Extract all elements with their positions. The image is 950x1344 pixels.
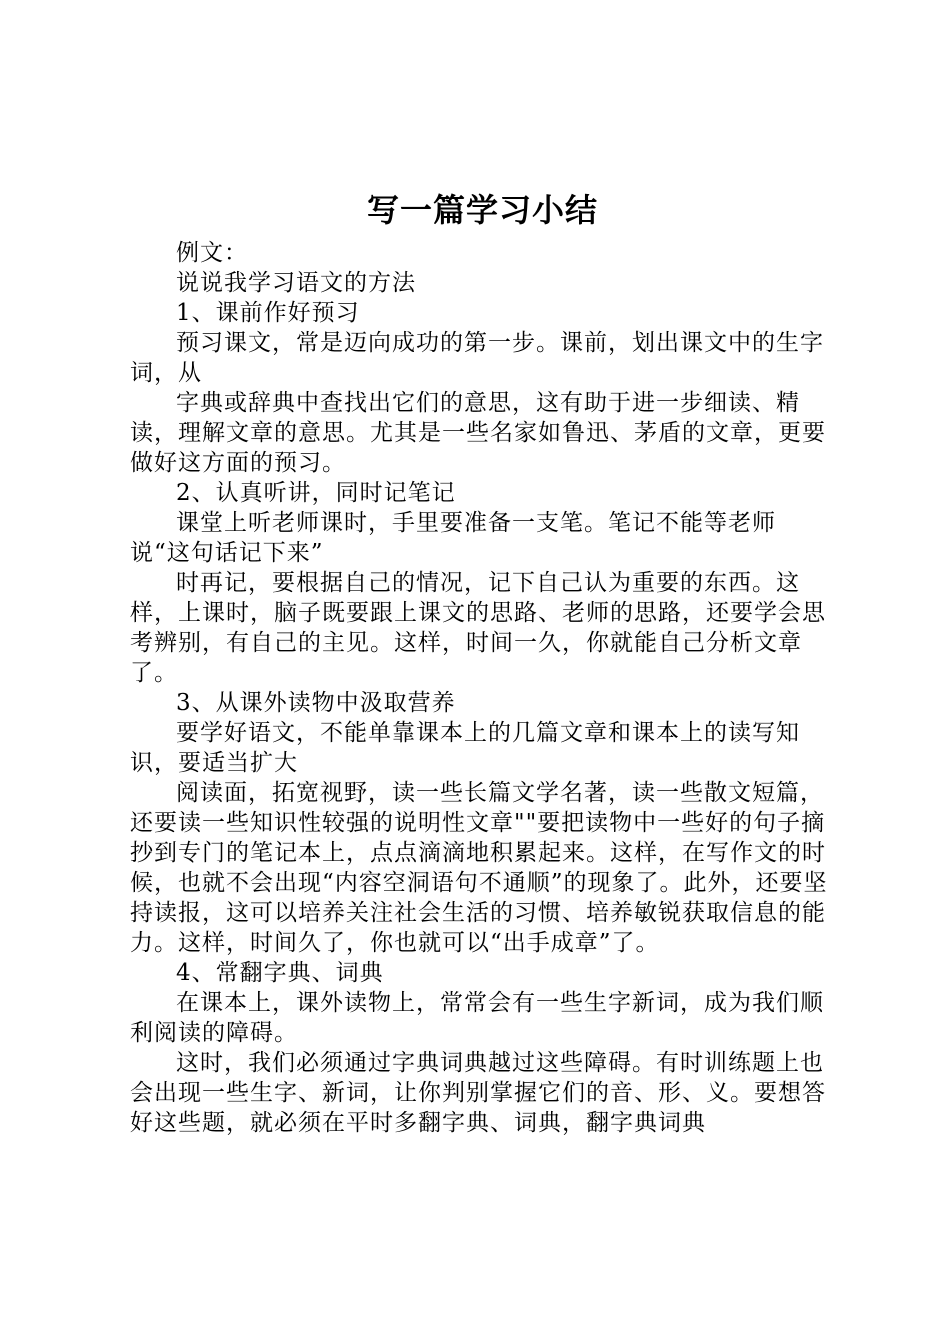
- paragraph-intro: 例文：: [176, 240, 248, 266]
- paragraph: 时再记，要根据自己的情况，记下自己认为重要的东西。这样，上课时，脑子既要跟上课文的思路、老师的思路，还要学会思考辨别，有自己的主见。这样，时间一久，你就能自己分析文章了。: [130, 570, 826, 686]
- document-page: [130, 190, 835, 1138]
- paragraph: 课堂上听老师课时，手里要准备一支笔。笔记不能等老师说“这句话记下来”: [130, 510, 776, 566]
- section-heading-2: 2、认真听讲，同时记笔记: [176, 480, 456, 506]
- document-body: [130, 238, 835, 1138]
- paragraph: 字典或辞典中查找出它们的意思，这有助于进一步细读、精读，理解文章的意思。尤其是一些名家如鲁迅、茅盾的文章，更要做好这方面的预习。: [130, 390, 826, 476]
- paragraph: 预习课文，常是迈向成功的第一步。课前，划出课文中的生字词，从: [130, 330, 824, 386]
- paragraph: 在课本上，课外读物上，常常会有一些生字新词，成为我们顺利阅读的障碍。: [130, 990, 824, 1046]
- document-title: 写一篇学习小结: [366, 191, 598, 229]
- paragraph-subtitle: 说说我学习语文的方法: [176, 270, 416, 296]
- section-heading-3: 3、从课外读物中汲取营养: [176, 690, 456, 716]
- section-heading-1: 1、课前作好预习: [176, 300, 360, 326]
- paragraph: 这时，我们必须通过字典词典越过这些障碍。有时训练题上也会出现一些生字、新词，让你判别掌握它们的音、形、义。要想答好这些题，就必须在平时多翻字典、词典，翻字典词典: [130, 1050, 826, 1136]
- section-heading-4: 4、常翻字典、词典: [176, 960, 384, 986]
- paragraph: 要学好语文，不能单靠课本上的几篇文章和课本上的读写知识，要适当扩大: [130, 720, 800, 776]
- paragraph: 阅读面，拓宽视野，读一些长篇文学名著，读一些散文短篇，还要读一些知识性较强的说明性文章""要把读物中一些好的句子摘抄到专门的笔记本上，点点滴滴地积累起来。这样，在写作文的时候，也就不会出现“内容空洞语句不通顺”的现象了。此外，还要坚持读报，这可以培养关注社会生活的习惯、培养敏锐获取信息的能力。这样，时间久了，你也就可以“出手成章”了。: [130, 780, 828, 956]
